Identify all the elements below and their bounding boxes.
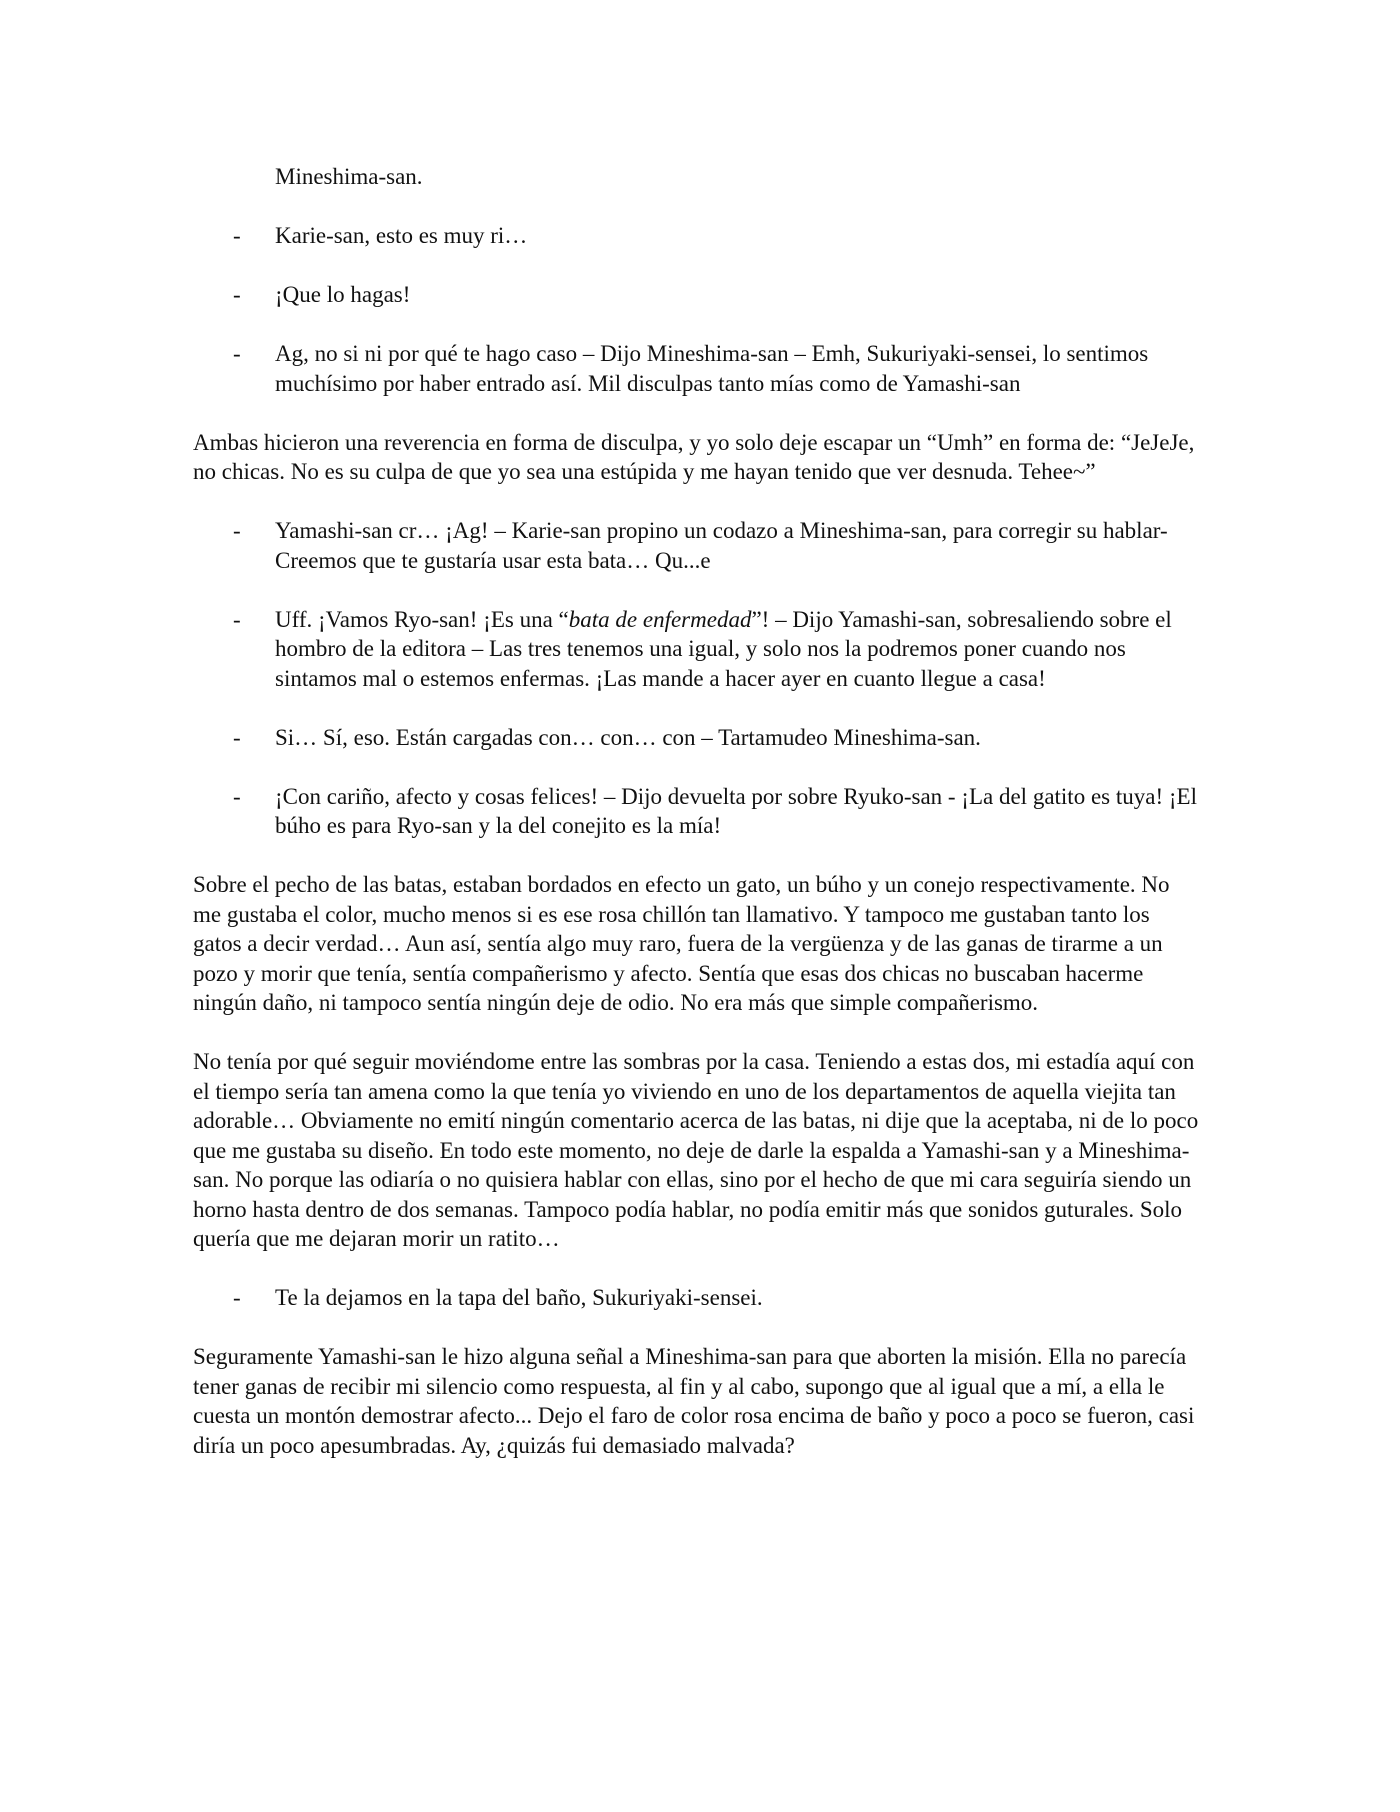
dialogue-dash: - [233,1285,241,1310]
dialogue-dash: - [233,518,241,543]
dialogue-text: Te la dejamos en la tapa del baño, Sukuriyaki-sensei. [275,1285,763,1310]
dialogue-text-end: ”! – Dijo Yamashi-san, sobresaliendo sobre el hombro de la editora – Las tres tenemos una igual, y solo nos la podremos poner cuando nos sintamos mal o estemos enfermas. ¡Las mande a hacer ayer en cuanto llegue a casa! [275,606,1172,691]
dialogue-line [193,339,1203,398]
dialogue-dash: - [233,783,241,809]
dialogue-dash: - [233,223,241,248]
narrative-paragraph: Ambas hicieron una reverencia en forma de disculpa, y yo solo deje escapar un “Umh” en forma de: “JeJeJe, no chicas. No es su culpa de que yo sea una estúpida y me hayan tenido que ver desnuda. Tehee~” [193,429,1195,484]
document-body [193,162,1203,1490]
dialogue-text: Karie-san, esto es muy ri… [275,223,528,248]
narrative-paragraph: Seguramente Yamashi-san le hizo alguna señal a Mineshima-san para que aborten la misión. Ella no parecía tener ganas de recibir mi silencio como respuesta, al fin y al cabo, supongo que al igual que a mí, a ella le cuesta un montón demostrar afecto... Dejo el faro de color rosa encima de baño y poco a poco se fueron, casi diría un poco apesumbradas. Ay, ¿quizás fui demasiado malvada? [193,1344,1195,1458]
dialogue-line [193,1283,1203,1313]
dialogue-dash: - [233,282,241,307]
dialogue-text [275,607,1172,691]
dialogue-text: ¡Que lo hagas! [275,282,411,307]
dialogue-line [193,221,1203,251]
dialogue-dash: - [233,606,241,632]
dialogue-line [193,605,1203,694]
dialogue-dash: - [233,724,241,750]
dialogue-line [193,516,1203,575]
italic-phrase: bata de enfermedad [568,606,752,632]
dialogue-text: Yamashi-san cr… ¡Ag! – Karie-san propino un codazo a Mineshima-san, para corregir su hablar- Creemos que te gustaría usar esta bata… Qu...e [275,518,1168,573]
dialogue-text: Mineshima-san. [275,164,423,189]
dialogue-continuation [193,162,1203,192]
dialogue-dash: - [233,341,241,366]
dialogue-text: ¡Con cariño, afecto y cosas felices! – Dijo devuelta por sobre Ryuko-san - ¡La del gatito es tuya! ¡El búho es para Ryo-san y la del conejito es la mía! [275,783,1197,838]
narrative-paragraph: No tenía por qué seguir moviéndome entre las sombras por la casa. Teniendo a estas dos, mi estadía aquí con el tiempo sería tan amena como la que tenía yo viviendo en uno de los departamentos de aquella viejita tan adorable… Obviamente no emití ningún comentario acerca de las batas, ni dije que la aceptaba, ni de lo poco que me gustaba su diseño. En todo este momento, no deje de darle la espalda a Yamashi-san y a Mineshima-san. No porque las odiaría o no quisiera hablar con ellas, sino por el hecho de que mi cara seguiría siendo un horno hasta dentro de dos semanas. Tampoco podía hablar, no podía emitir más que sonidos guturales. Solo quería que me dejaran morir un ratito… [193,1049,1199,1251]
dialogue-line [193,280,1203,310]
dialogue-text: Ag, no si ni por qué te hago caso – Dijo Mineshima-san – Emh, Sukuriyaki-sensei, lo sentimos muchísimo por haber entrado así. Mil disculpas tanto mías como de Yamashi-san [275,341,1149,396]
narrative-paragraph: Sobre el pecho de las batas, estaban bordados en efecto un gato, un búho y un conejo respectivamente. No me gustaba el color, mucho menos si es ese rosa chillón tan llamativo. Y tampoco me gustaban tanto los gatos a decir verdad… Aun así, sentía algo muy raro, fuera de la vergüenza y de las ganas de tirarme a un pozo y morir que tenía, sentía compañerismo y afecto. Sentía que esas dos chicas no buscaban hacerme ningún daño, ni tampoco sentía ningún deje de odio. No era más que simple compañerismo. [193,872,1170,1015]
dialogue-text: Si… Sí, eso. Están cargadas con… con… con – Tartamudeo Mineshima-san. [275,724,981,750]
dialogue-line [193,723,1203,753]
dialogue-line [193,782,1203,841]
dialogue-text-start: Uff. ¡Vamos Ryo-san! ¡Es una “ [275,606,569,632]
